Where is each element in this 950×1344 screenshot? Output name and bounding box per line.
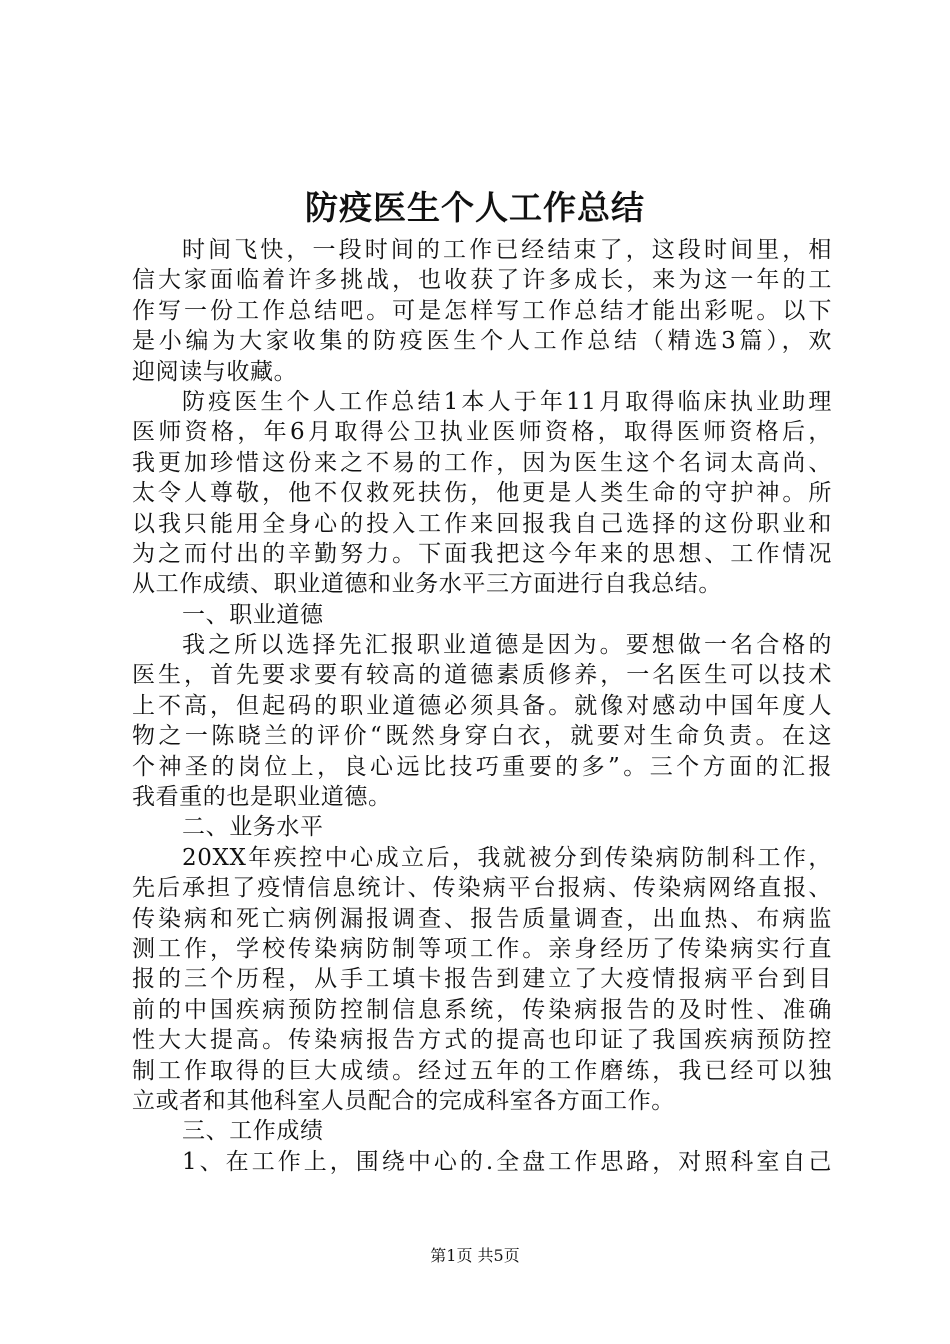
text-line: 个神圣的岗位上，良心远比技巧重要的多”。三个方面的汇报 <box>132 753 832 780</box>
text-line: 制工作取得的巨大成绩。经过五年的工作磨练，我已经可以独 <box>132 1057 832 1084</box>
text-line: 三、工作成绩 <box>182 1118 324 1145</box>
document-body <box>132 235 832 1177</box>
text-line: 作写一份工作总结吧。可是怎样写工作总结才能出彩呢。以下 <box>132 297 832 324</box>
text-line: 从工作成绩、职业道德和业务水平三方面进行自我总结。 <box>132 571 722 598</box>
text-line: 是小编为大家收集的防疫医生个人工作总结（精选3篇），欢 <box>132 328 832 355</box>
text-line: 1、在工作上，围绕中心的.全盘工作思路，对照科室自己 <box>182 1148 832 1175</box>
text-line: 测工作，学校传染病防制等项工作。亲身经历了传染病实行直 <box>132 935 832 962</box>
document-title: 防疫医生个人工作总结 <box>305 188 645 227</box>
text-line: 二、业务水平 <box>182 814 324 841</box>
text-line: 我更加珍惜这份来之不易的工作，因为医生这个名词太高尚、 <box>132 449 832 476</box>
text-line: 20XX年疾控中心成立后，我就被分到传染病防制科工作， <box>182 844 832 871</box>
text-line: 太令人尊敬，他不仅救死扶伤，他更是人类生命的守护神。所 <box>132 480 832 507</box>
text-line: 时间飞快，一段时间的工作已经结束了，这段时间里，相 <box>182 237 832 263</box>
text-line: 以我只能用全身心的投入工作来回报我自己选择的这份职业和 <box>132 510 832 537</box>
text-line: 医生，首先要求要有较高的道德素质修养，一名医生可以技术 <box>132 662 832 689</box>
text-line: 先后承担了疫情信息统计、传染病平台报病、传染病网络直报、 <box>132 875 832 902</box>
text-line: 信大家面临着许多挑战，也收获了许多成长，来为这一年的工 <box>132 267 832 294</box>
page-footer: 第1页 共5页 <box>430 1246 520 1265</box>
text-line: 传染病和死亡病例漏报调查、报告质量调查，出血热、布病监 <box>132 905 832 932</box>
text-line: 我之所以选择先汇报职业道德是因为。要想做一名合格的 <box>182 632 832 659</box>
text-line: 物之一陈晓兰的评价“既然身穿白衣，就要对生命负责。在这 <box>132 723 832 750</box>
text-line: 医师资格，年6月取得公卫执业医师资格，取得医师资格后， <box>132 419 832 446</box>
text-line: 一、职业道德 <box>182 601 324 628</box>
text-line: 上不高，但起码的职业道德必须具备。就像对感动中国年度人 <box>132 692 832 719</box>
text-line: 防疫医生个人工作总结1本人于年11月取得临床执业助理 <box>182 388 832 415</box>
text-line: 我看重的也是职业道德。 <box>132 784 392 811</box>
text-line: 立或者和其他科室人员配合的完成科室各方面工作。 <box>132 1087 675 1114</box>
text-line: 迎阅读与收藏。 <box>132 358 298 385</box>
text-line: 报的三个历程，从手工填卡报告到建立了大疫情报病平台到目 <box>132 966 832 993</box>
text-line: 前的中国疾病预防控制信息系统，传染病报告的及时性、准确 <box>132 996 832 1023</box>
text-line: 性大大提高。传染病报告方式的提高也印证了我国疾病预防控 <box>132 1027 832 1054</box>
text-line: 为之而付出的辛勤努力。下面我把这今年来的思想、工作情况 <box>132 540 832 567</box>
